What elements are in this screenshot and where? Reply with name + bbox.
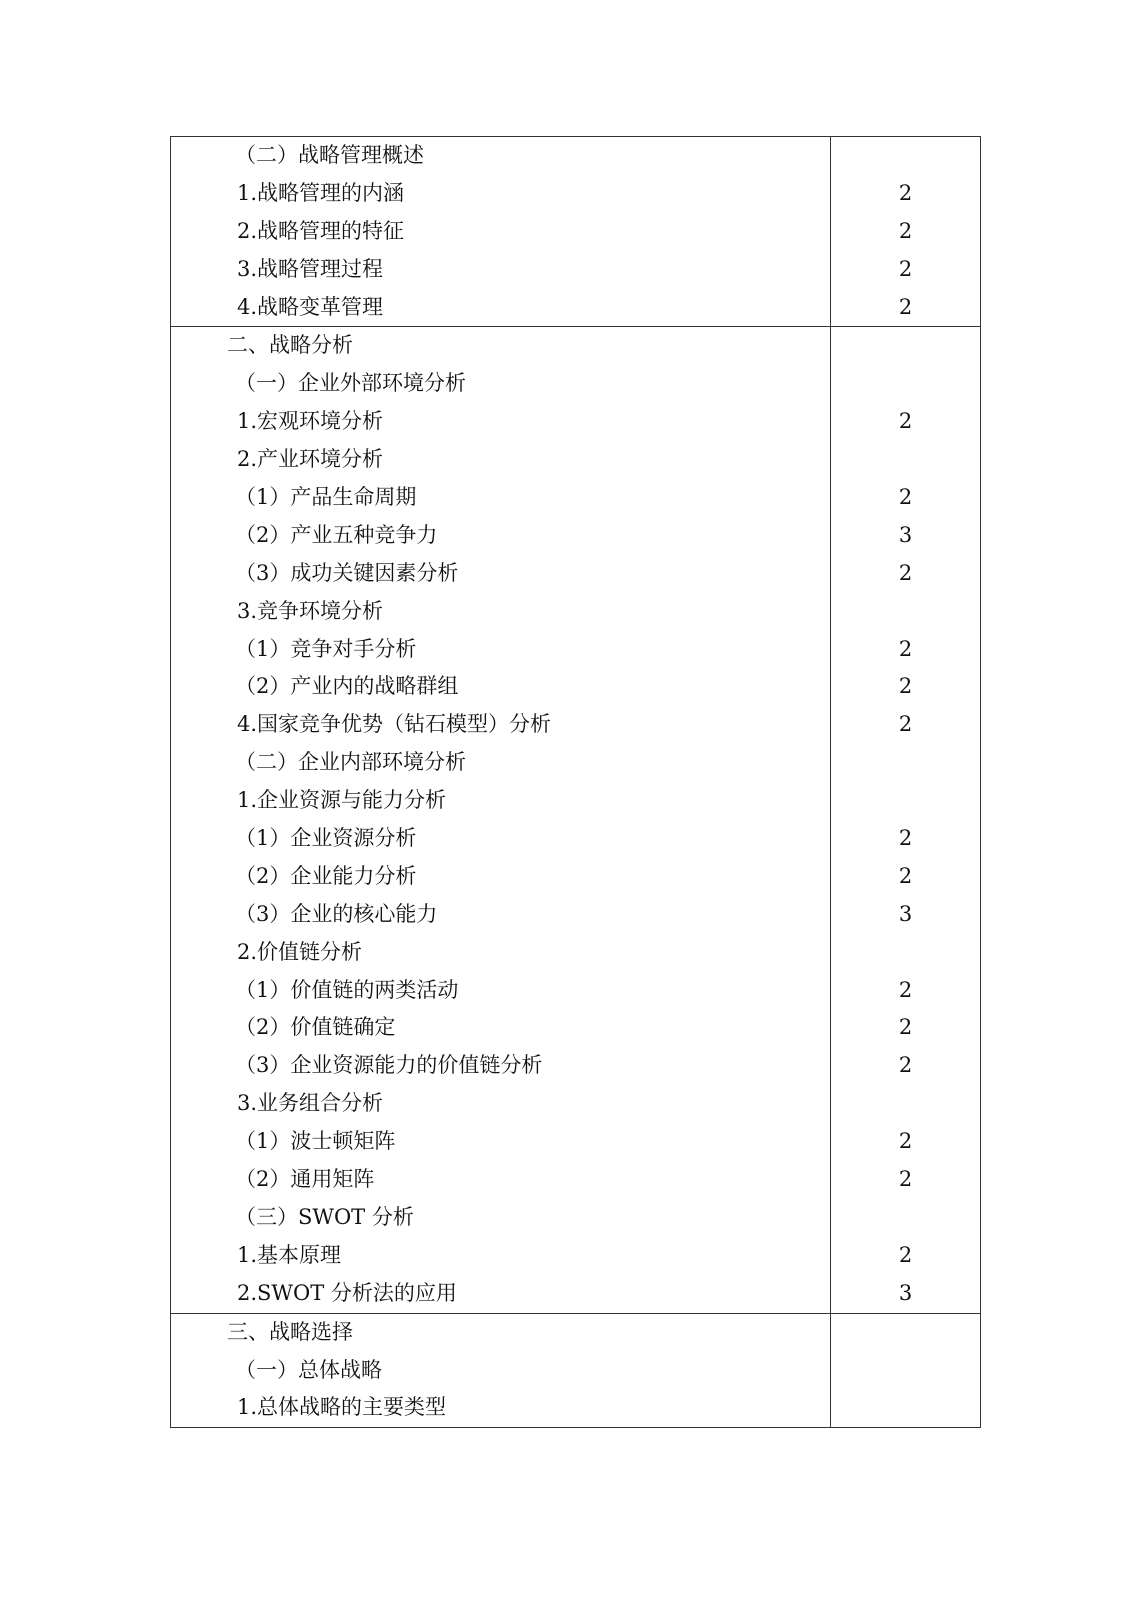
hours-value <box>831 1085 980 1123</box>
hours-value: 2 <box>898 863 913 888</box>
topic-line: （2）通用矩阵 <box>235 1167 375 1192</box>
topic-line: （一）总体战略 <box>235 1357 382 1382</box>
hours-value <box>831 1314 980 1352</box>
hours-value: 3 <box>898 901 913 926</box>
hours-value: 2 <box>898 485 913 510</box>
hours-cell <box>831 327 981 1313</box>
topic-line: （一）企业外部环境分析 <box>235 371 466 396</box>
topic-line: 3.业务组合分析 <box>237 1091 384 1116</box>
topic-line: 3.竞争环境分析 <box>237 598 384 623</box>
syllabus-outline-table <box>170 136 981 1428</box>
hours-value: 2 <box>898 636 913 661</box>
hours-value: 2 <box>898 712 913 737</box>
topic-line: （1）竞争对手分析 <box>235 636 417 661</box>
hours-value: 2 <box>898 1053 913 1078</box>
outline-table-body <box>171 137 981 1428</box>
topic-line: （1）企业资源分析 <box>235 826 417 851</box>
topic-line: （二）战略管理概述 <box>235 143 424 167</box>
topic-line: （3）企业资源能力的价值链分析 <box>235 1053 543 1078</box>
topic-cell <box>171 1313 831 1428</box>
topic-line: 2.战略管理的特征 <box>237 218 405 243</box>
topic-line: （1）产品生命周期 <box>235 485 417 510</box>
hours-value: 2 <box>898 826 913 851</box>
topic-line: （2）企业能力分析 <box>235 863 417 888</box>
hours-value: 3 <box>898 1280 913 1305</box>
hours-value <box>831 1389 980 1427</box>
hours-value: 3 <box>898 522 913 547</box>
hours-value: 2 <box>898 1129 913 1154</box>
hours-value <box>831 327 980 365</box>
topic-line: 二、战略分析 <box>227 333 353 358</box>
section-row <box>171 327 981 1313</box>
topic-line: 1.宏观环境分析 <box>237 409 384 434</box>
hours-value: 2 <box>898 1015 913 1040</box>
hours-value <box>831 593 980 631</box>
section-row <box>171 1313 981 1428</box>
section-row <box>171 137 981 327</box>
hours-value <box>831 365 980 403</box>
topic-cell <box>171 137 831 327</box>
topic-line: 1.基本原理 <box>237 1242 342 1267</box>
topic-line: 1.企业资源与能力分析 <box>237 788 447 813</box>
hours-value: 2 <box>898 977 913 1002</box>
hours-value <box>831 782 980 820</box>
hours-cell <box>831 137 981 327</box>
topic-line: （2）产业五种竞争力 <box>235 522 438 547</box>
topic-line: 2.价值链分析 <box>237 939 363 964</box>
hours-value: 2 <box>898 294 913 319</box>
topic-line: （1）价值链的两类活动 <box>235 977 459 1002</box>
hours-cell <box>831 1313 981 1428</box>
hours-value: 2 <box>898 560 913 585</box>
hours-value <box>831 137 980 175</box>
topic-line: （1）波士顿矩阵 <box>235 1129 396 1154</box>
topic-line: 4.国家竞争优势（钻石模型）分析 <box>237 712 552 737</box>
topic-line: 1.总体战略的主要类型 <box>237 1395 447 1420</box>
hours-value: 2 <box>898 674 913 699</box>
topic-line: 1.战略管理的内涵 <box>237 180 405 205</box>
topic-line: 2.产业环境分析 <box>237 447 384 472</box>
topic-cell <box>171 327 831 1313</box>
hours-value: 2 <box>898 180 913 205</box>
hours-value <box>831 441 980 479</box>
topic-line: （3）成功关键因素分析 <box>235 560 459 585</box>
topic-line: （三）SWOT 分析 <box>235 1204 414 1229</box>
hours-value <box>831 744 980 782</box>
topic-line: 3.战略管理过程 <box>237 256 384 281</box>
topic-line: 2.SWOT 分析法的应用 <box>237 1280 457 1305</box>
hours-value: 2 <box>898 218 913 243</box>
hours-value <box>831 1352 980 1390</box>
hours-value: 2 <box>898 409 913 434</box>
hours-value: 2 <box>898 1242 913 1267</box>
hours-value <box>831 1199 980 1237</box>
hours-value <box>831 934 980 972</box>
hours-value: 2 <box>898 1167 913 1192</box>
topic-line: （2）价值链确定 <box>235 1015 396 1040</box>
topic-line: （3）企业的核心能力 <box>235 901 438 926</box>
topic-line: 三、战略选择 <box>227 1319 353 1344</box>
topic-line: 4.战略变革管理 <box>237 294 384 319</box>
topic-line: （2）产业内的战略群组 <box>235 674 459 699</box>
hours-value: 2 <box>898 256 913 281</box>
topic-line: （二）企业内部环境分析 <box>235 750 466 775</box>
